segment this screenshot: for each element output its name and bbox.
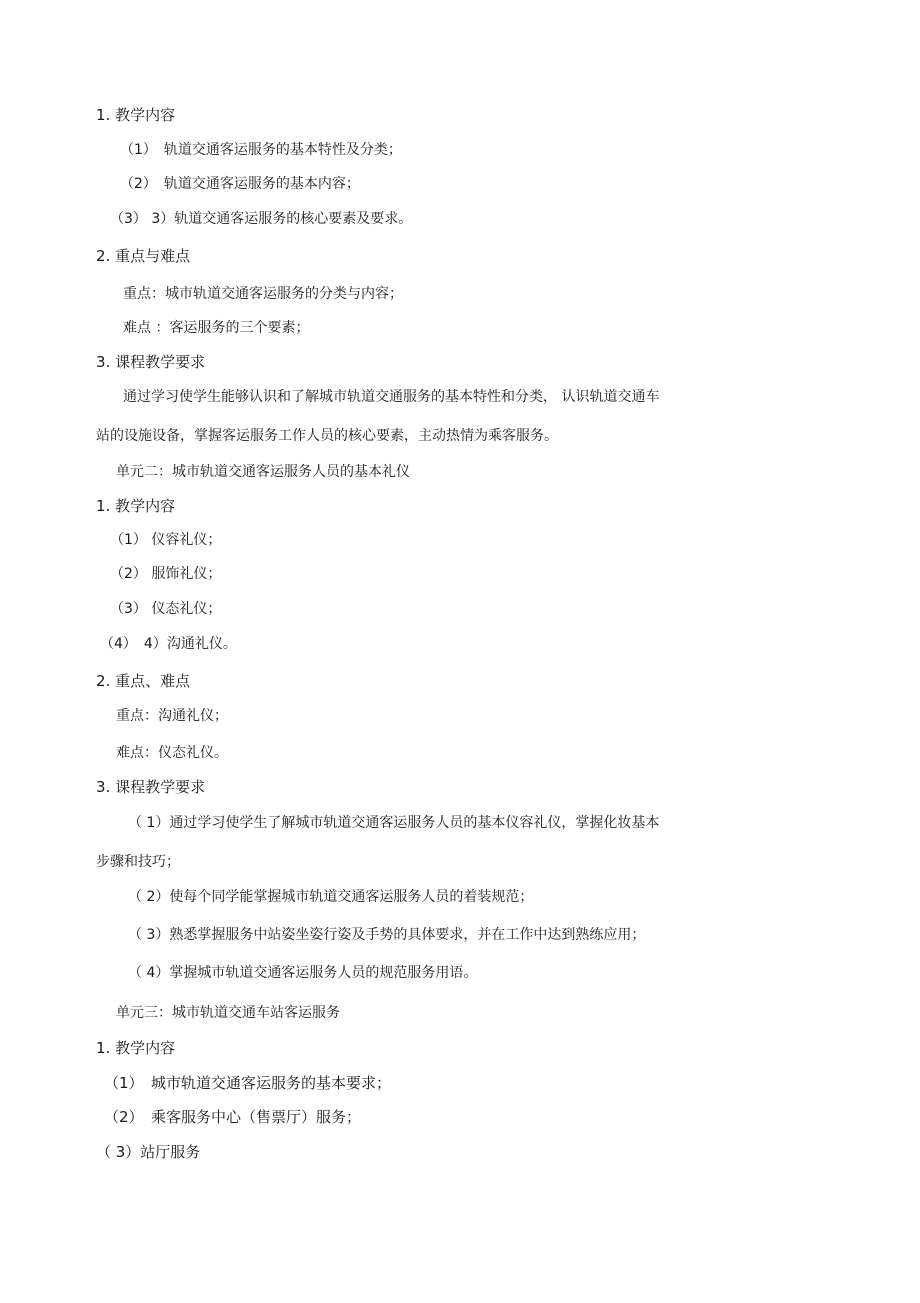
unit2-key-point: 重点：沟通礼仪； [116, 708, 228, 724]
unit2-requirement-item-1-cont: 步骤和技巧； [96, 854, 180, 870]
unit2-content-item-1: （1） 仪容礼仪； [110, 532, 222, 548]
unit2-content-heading: 1. 教学内容 [96, 497, 176, 515]
unit3-content-item-2: （2） 乘客服务中心（售票厅）服务； [104, 1108, 362, 1126]
unit2-key-heading: 2. 重点、难点 [96, 672, 191, 690]
unit2-content-item-2: （2） 服饰礼仪； [110, 566, 222, 582]
unit2-requirement-item-4: （ 4）掌握城市轨道交通客运服务人员的规范服务用语。 [128, 965, 478, 981]
unit1-requirement-heading: 3. 课程教学要求 [96, 353, 206, 371]
unit2-requirement-item-3: （ 3）熟悉掌握服务中站姿坐姿行姿及手势的具体要求，并在工作中达到熟练应用； [128, 927, 646, 943]
unit2-content-item-3: （3） 仪态礼仪； [110, 601, 222, 617]
unit1-key-heading: 2. 重点与难点 [96, 247, 191, 265]
unit1-content-item-3: （3） 3）轨道交通客运服务的核心要素及要求。 [110, 211, 413, 227]
unit3-content-heading: 1. 教学内容 [96, 1039, 176, 1057]
unit1-content-item-2: （2） 轨道交通客运服务的基本内容； [120, 176, 360, 192]
unit2-requirement-item-1: （ 1）通过学习使学生了解城市轨道交通客运服务人员的基本仪容礼仪，掌握化妆基本 [128, 815, 660, 831]
unit1-requirement-line-2: 站的设施设备，掌握客运服务工作人员的核心要素，主动热情为乘客服务。 [96, 428, 558, 444]
unit2-title: 单元二：城市轨道交通客运服务人员的基本礼仪 [116, 464, 410, 480]
unit2-content-item-4: （4） 4）沟通礼仪。 [100, 636, 237, 652]
unit1-key-point: 重点：城市轨道交通客运服务的分类与内容； [123, 286, 403, 302]
unit2-difficult-point: 难点：仪态礼仪。 [116, 745, 228, 761]
unit1-content-heading: 1. 教学内容 [96, 106, 176, 124]
unit3-content-item-3: （ 3）站厅服务 [96, 1143, 201, 1161]
unit3-content-item-1: （1） 城市轨道交通客运服务的基本要求； [104, 1074, 392, 1092]
unit2-requirement-heading: 3. 课程教学要求 [96, 778, 206, 796]
unit3-title: 单元三：城市轨道交通车站客运服务 [116, 1005, 340, 1021]
unit1-requirement-line-1: 通过学习使学生能够认识和了解城市轨道交通服务的基本特性和分类， 认识轨道交通车 [123, 389, 660, 405]
unit1-difficult-point: 难点 ：客运服务的三个要素； [123, 320, 310, 336]
unit2-requirement-item-2: （ 2）使每个同学能掌握城市轨道交通客运服务人员的着装规范； [128, 889, 534, 905]
unit1-content-item-1: （1） 轨道交通客运服务的基本特性及分类； [120, 142, 402, 158]
